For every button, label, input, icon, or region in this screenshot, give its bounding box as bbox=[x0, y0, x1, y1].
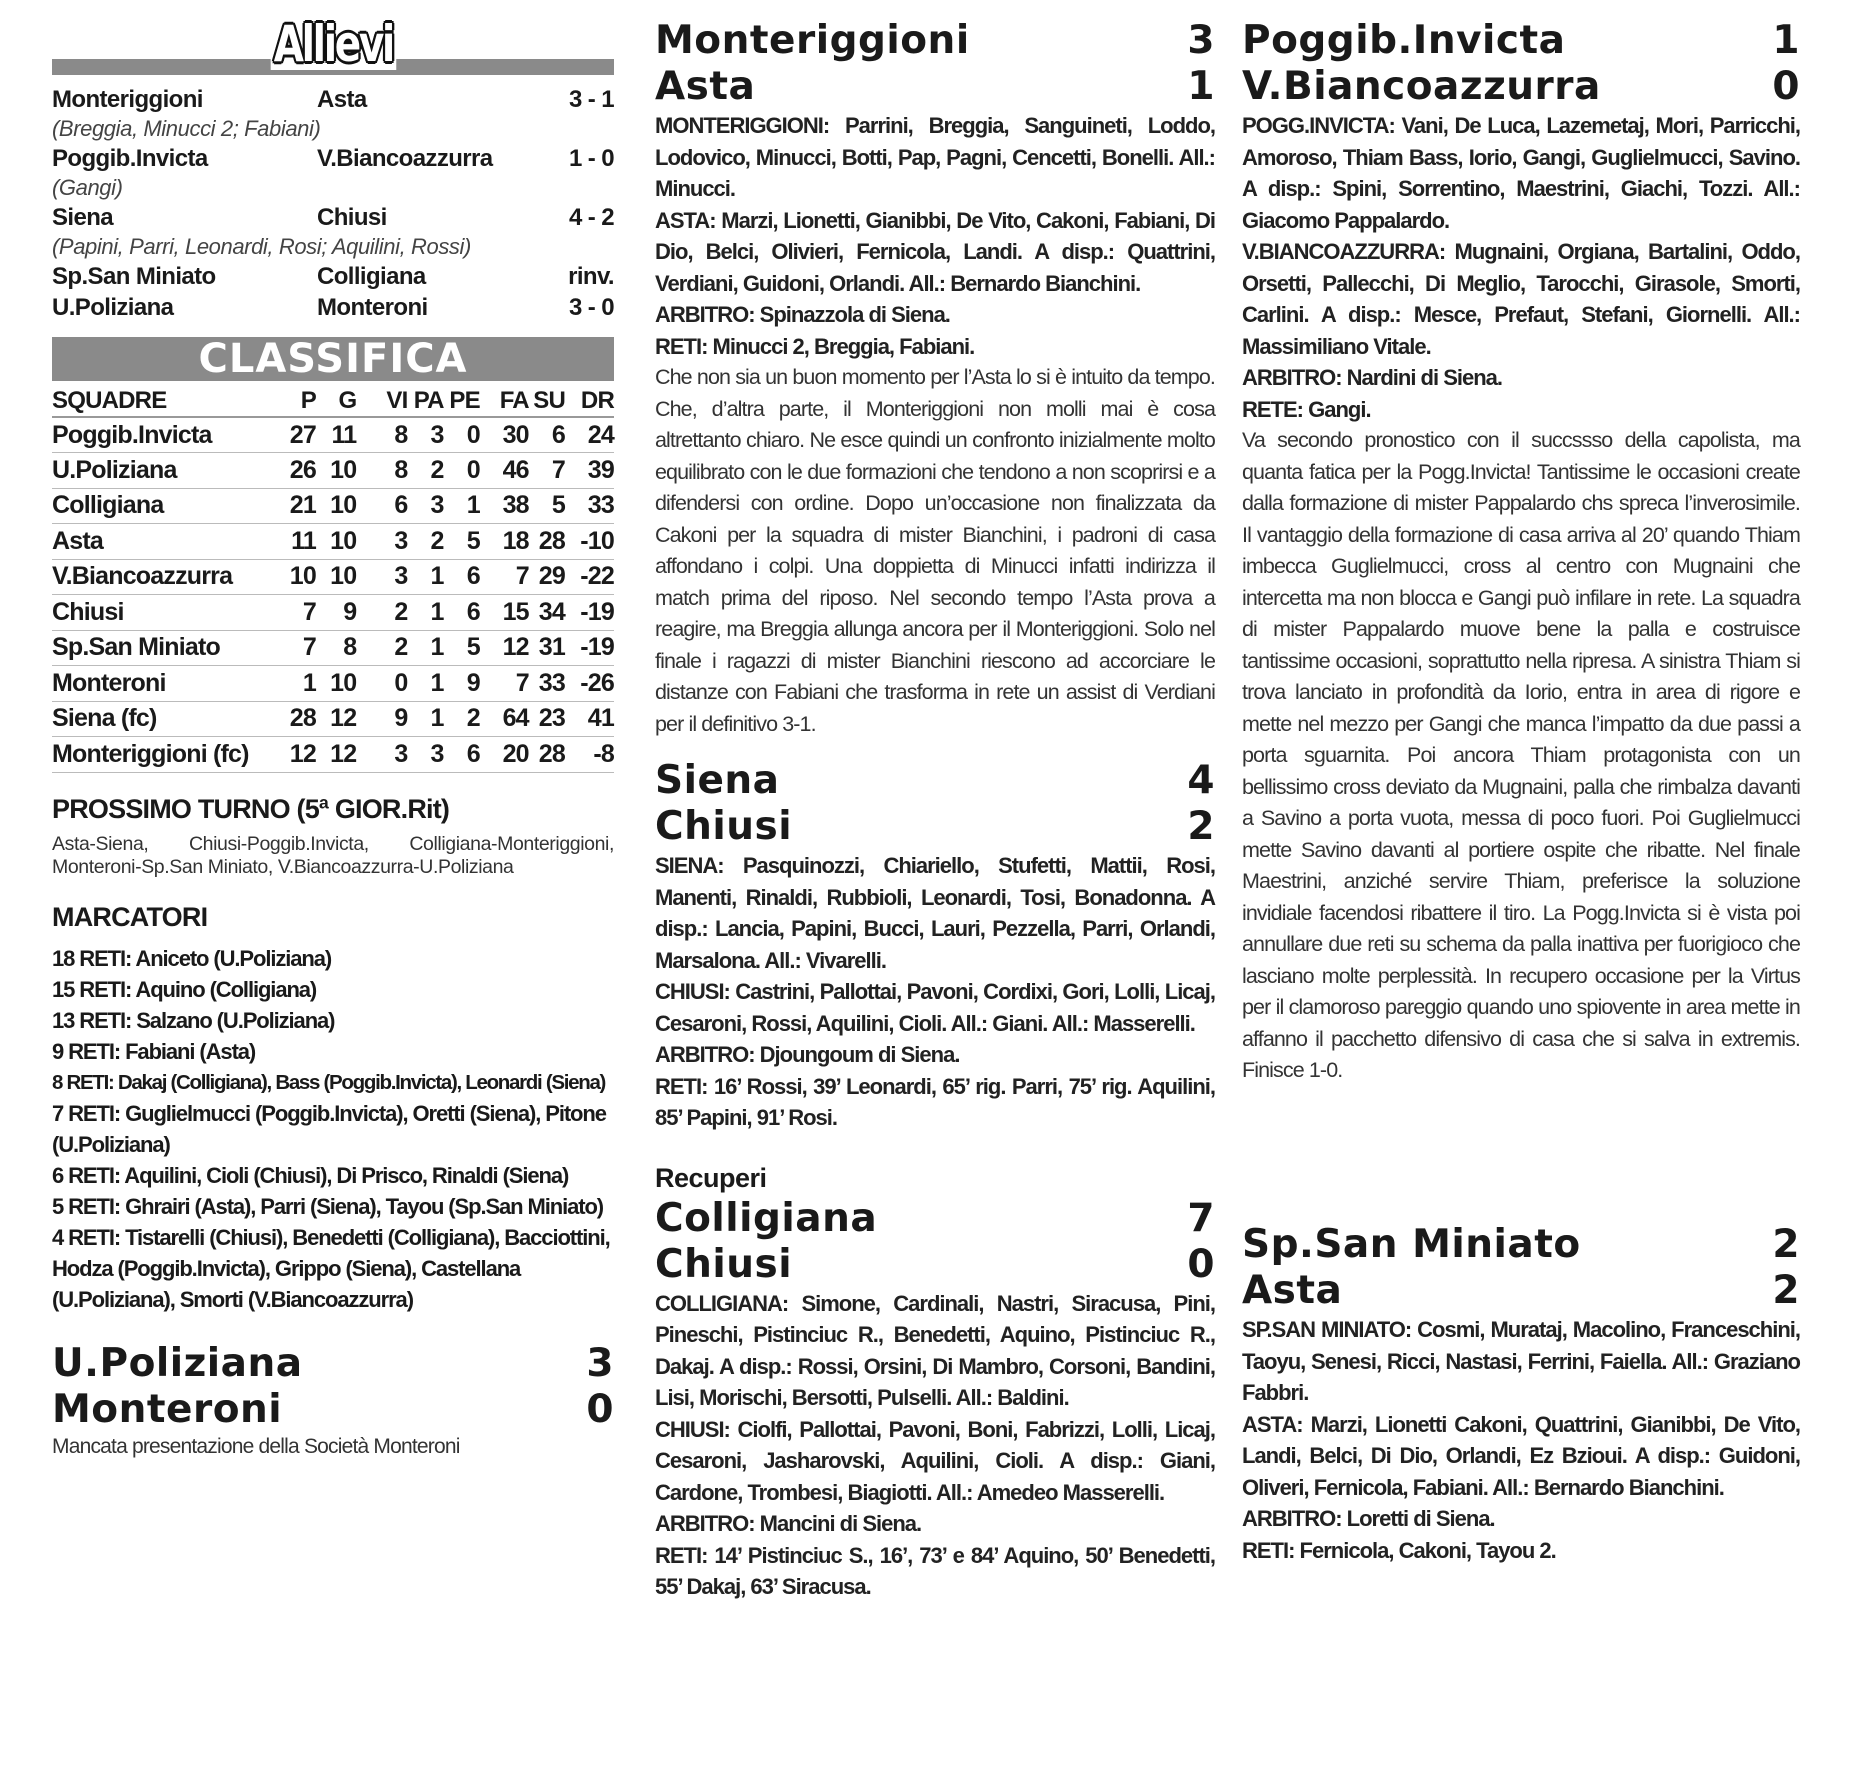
home-team: Sp.San Miniato bbox=[1242, 1222, 1581, 1267]
home-team: U.Poliziana bbox=[52, 1340, 303, 1386]
lineup-away: CHIUSI: Ciolfi, Pallottai, Pavoni, Boni, Fabrizzi, Lolli, Licaj, Cesaroni, Jasharovski, Aquilini, Cioli. A disp.: Giani, Cardone, Trombesi, Biagiotti. All.: Amedeo Masserelli. bbox=[655, 1416, 1215, 1505]
cell: 1 bbox=[407, 630, 443, 666]
match-siena bbox=[655, 758, 1215, 1134]
cell: 7 bbox=[529, 453, 565, 489]
column-header: P bbox=[280, 385, 316, 417]
cell: 7 bbox=[280, 630, 316, 666]
result-row bbox=[52, 143, 614, 174]
marcatori-list bbox=[52, 943, 614, 1315]
table-row bbox=[52, 701, 614, 737]
recuperi-title: Recuperi bbox=[655, 1162, 767, 1193]
allievi-title: Allievi bbox=[270, 18, 395, 70]
cell: 23 bbox=[529, 701, 565, 737]
team-cell: Poggib.Invicta bbox=[52, 417, 280, 453]
cell: 34 bbox=[529, 595, 565, 631]
table-row bbox=[52, 630, 614, 666]
home-score: 4 bbox=[1187, 758, 1215, 803]
lineup-away: V.BIANCOAZZURRA: Mugnaini, Orgiana, Bartalini, Oddo, Orsetti, Pallecchi, Di Meglio, Tarocchi, Girasole, Smorti, Carlini. A disp.: Mesce, Prefaut, Stefani, Giornelli. All.: Massimiliano Vitale. bbox=[1242, 239, 1800, 359]
match-away-row bbox=[655, 804, 1215, 850]
away-team: Asta bbox=[1242, 1268, 1343, 1313]
results-list bbox=[52, 84, 614, 323]
home-team: U.Poliziana bbox=[52, 294, 174, 321]
cell: 10 bbox=[316, 453, 356, 489]
cell: 20 bbox=[480, 737, 529, 773]
cell: 28 bbox=[529, 524, 565, 560]
cell: 15 bbox=[480, 595, 529, 631]
allievi-header bbox=[52, 15, 614, 78]
match-away-row bbox=[655, 64, 1215, 110]
match-home-row bbox=[655, 758, 1215, 804]
cell: 29 bbox=[529, 559, 565, 595]
column-header: VI bbox=[356, 385, 407, 417]
cell: 9 bbox=[444, 666, 480, 702]
lineup-home: POGG.INVICTA: Vani, De Luca, Lazemetaj, Mori, Parricchi, Amoroso, Thiam Bass, Iorio, Gangi, Guglielmucci, Savino. A disp.: Spini, Sorrentino, Maestrini, Giachi, Tozzi. All.: Giacomo Pappalardo. bbox=[1242, 113, 1800, 233]
column-header: FA bbox=[480, 385, 529, 417]
team-cell: Monteriggioni (fc) bbox=[52, 737, 280, 773]
cell: 12 bbox=[480, 630, 529, 666]
match-sanminiato bbox=[1242, 1222, 1800, 1566]
match-home-row bbox=[1242, 18, 1800, 64]
lineup-home: SIENA: Pasquinozzi, Chiariello, Stufetti, Mattii, Rosi, Manenti, Rinaldi, Rubbioli, Leonardi, Tosi, Bonadonna. A disp.: Lancia, Papini, Bucci, Lauri, Pezzella, Parri, Orlandi, Marsalona. All.: Vivarelli. bbox=[655, 853, 1215, 973]
cell: 38 bbox=[480, 488, 529, 524]
team-cell: V.Biancoazzurra bbox=[52, 559, 280, 595]
match-away-row bbox=[655, 1242, 1215, 1288]
cell: 11 bbox=[316, 417, 356, 453]
cell: 28 bbox=[280, 701, 316, 737]
cell: 9 bbox=[316, 595, 356, 631]
column-header: DR bbox=[565, 385, 614, 417]
column-header: PA bbox=[407, 385, 443, 417]
cell: 12 bbox=[280, 737, 316, 773]
cell: 1 bbox=[407, 559, 443, 595]
middle-column bbox=[655, 18, 1215, 1603]
away-team: Colligiana bbox=[317, 263, 426, 290]
list-item: 6 RETI: Aquilini, Cioli (Chiusi), Di Prisco, Rinaldi (Siena) bbox=[52, 1162, 569, 1188]
cell: 10 bbox=[316, 666, 356, 702]
lineup-away: ASTA: Marzi, Lionetti, Gianibbi, De Vito, Cakoni, Fabiani, Di Dio, Belci, Olivieri, Fernicola, Landi. A disp.: Quattrini, Verdiani, Guidoni, Orlandi. All.: Bernardo Bianchini. bbox=[655, 207, 1215, 296]
match-note: Mancata presentazione della Società Monteroni bbox=[52, 1434, 460, 1458]
cell: 31 bbox=[529, 630, 565, 666]
cell: 1 bbox=[280, 666, 316, 702]
cell: 9 bbox=[356, 701, 407, 737]
home-team: Sp.San Miniato bbox=[52, 263, 216, 290]
classifica-title: CLASSIFICA bbox=[52, 337, 614, 381]
list-item: 9 RETI: Fabiani (Asta) bbox=[52, 1038, 256, 1064]
table-row bbox=[52, 488, 614, 524]
cell: 33 bbox=[565, 488, 614, 524]
lineup-away: ASTA: Marzi, Lionetti Cakoni, Quattrini, Gianibbi, De Vito, Landi, Belci, Di Dio, Orlandi, Ez Bzioui. A disp.: Guidoni, Oliveri, Fernicola, Fabiani. All.: Bernardo Bianchini. bbox=[1242, 1411, 1800, 1500]
goals: RETE: Gangi. bbox=[1242, 396, 1371, 422]
home-team: Poggib.Invicta bbox=[52, 145, 208, 172]
goals: RETI: 14’ Pistinciuc S., 16’, 73’ e 84’ Aquino, 50’ Benedetti, 55’ Dakaj, 63’ Siracusa. bbox=[655, 1542, 1215, 1599]
cell: 27 bbox=[280, 417, 316, 453]
team-cell: Sp.San Miniato bbox=[52, 630, 280, 666]
standings-body bbox=[52, 417, 614, 772]
team-cell: U.Poliziana bbox=[52, 453, 280, 489]
away-team: Chiusi bbox=[655, 804, 793, 849]
team-cell: Monteroni bbox=[52, 666, 280, 702]
cell: 26 bbox=[280, 453, 316, 489]
prossimo-turno-text: Asta-Siena, Chiusi-Poggib.Invicta, Colligiana-Monteriggioni, Monteroni-Sp.San Miniato, V.Biancoazzurra-U.Poliziana bbox=[52, 832, 614, 878]
cell: 1 bbox=[407, 595, 443, 631]
cell: 3 bbox=[407, 417, 443, 453]
team-cell: Chiusi bbox=[52, 595, 280, 631]
right-column bbox=[1242, 18, 1800, 1563]
cell: 1 bbox=[444, 488, 480, 524]
home-score: 3 bbox=[586, 1340, 614, 1386]
score: 3 - 0 bbox=[568, 294, 614, 321]
away-score: 2 bbox=[1772, 1268, 1800, 1313]
home-score: 3 bbox=[1187, 18, 1215, 63]
away-team: Asta bbox=[317, 86, 367, 113]
cell: 6 bbox=[444, 595, 480, 631]
lineup-away: CHIUSI: Castrini, Pallottai, Pavoni, Cordixi, Gori, Lolli, Licaj, Cesaroni, Rossi, Aquilini, Cioli. All.: Giani. All.: Masserelli. bbox=[655, 979, 1215, 1036]
home-team: Monteriggioni bbox=[655, 18, 970, 63]
column-header: G bbox=[316, 385, 356, 417]
cell: 6 bbox=[529, 417, 565, 453]
cell: 0 bbox=[444, 453, 480, 489]
score: rinv. bbox=[568, 263, 614, 290]
match-home-row bbox=[52, 1341, 614, 1387]
away-team: Chiusi bbox=[655, 1241, 793, 1287]
result-row bbox=[52, 84, 614, 115]
cell: 2 bbox=[407, 453, 443, 489]
cell: 3 bbox=[407, 737, 443, 773]
match-home-row bbox=[1242, 1222, 1800, 1268]
away-team: Chiusi bbox=[317, 204, 387, 231]
cell: -8 bbox=[565, 737, 614, 773]
list-item: 7 RETI: Guglielmucci (Poggib.Invicta), Oretti (Siena), Pitone (U.Poliziana) bbox=[52, 1100, 606, 1157]
left-column bbox=[52, 15, 614, 1461]
cell: 10 bbox=[316, 488, 356, 524]
lineup-home: MONTERIGGIONI: Parrini, Breggia, Sanguineti, Loddo, Lodovico, Minucci, Botti, Pap, Pagni, Cencetti, Bonelli. All.: Minucci. bbox=[655, 113, 1215, 201]
cell: 5 bbox=[444, 524, 480, 560]
cell: -19 bbox=[565, 630, 614, 666]
cell: 12 bbox=[316, 737, 356, 773]
cell: 10 bbox=[316, 559, 356, 595]
goals: RETI: Fernicola, Cakoni, Tayou 2. bbox=[1242, 1537, 1556, 1563]
away-team: Monteroni bbox=[52, 1386, 283, 1432]
cell: 18 bbox=[480, 524, 529, 560]
team-cell: Colligiana bbox=[52, 488, 280, 524]
score: 4 - 2 bbox=[568, 204, 614, 231]
standings-header-row bbox=[52, 385, 614, 417]
table-row bbox=[52, 524, 614, 560]
table-row bbox=[52, 595, 614, 631]
team-cell: Asta bbox=[52, 524, 280, 560]
home-team: Siena bbox=[52, 204, 114, 231]
list-item: 15 RETI: Aquino (Colligiana) bbox=[52, 976, 317, 1002]
prossimo-turno-title: PROSSIMO TURNO (5ª GIOR.Rit) bbox=[52, 793, 450, 824]
cell: 3 bbox=[407, 488, 443, 524]
cell: 7 bbox=[280, 595, 316, 631]
away-team: Asta bbox=[655, 64, 756, 109]
cell: -26 bbox=[565, 666, 614, 702]
match-poggibonsi bbox=[1242, 18, 1800, 1087]
column-header: SU bbox=[529, 385, 565, 417]
lineup-home: COLLIGIANA: Simone, Cardinali, Nastri, Siracusa, Pini, Pineschi, Pistinciuc R., Benedetti, Aquino, Pistinciuc R., Dakaj. A disp.: Rossi, Orsini, Di Mambro, Corsoni, Bandini, Lisi, Morischi, Bersotti, Pulselli. All.: Baldini. bbox=[655, 1290, 1215, 1410]
cell: 41 bbox=[565, 701, 614, 737]
scorers: (Breggia, Minucci 2; Fabiani) bbox=[52, 116, 321, 141]
cell: 30 bbox=[480, 417, 529, 453]
away-score: 0 bbox=[1187, 1241, 1215, 1287]
cell: 5 bbox=[444, 630, 480, 666]
cell: 8 bbox=[356, 417, 407, 453]
home-team: Colligiana bbox=[655, 1195, 878, 1241]
cell: -22 bbox=[565, 559, 614, 595]
cell: 10 bbox=[280, 559, 316, 595]
cell: 3 bbox=[356, 524, 407, 560]
lineup-home: SP.SAN MINIATO: Cosmi, Murataj, Macolino, Franceschini, Taoyu, Senesi, Ricci, Nastasi, Ferrini, Faiella. All.: Graziano Fabbri. bbox=[1242, 1317, 1800, 1405]
referee: ARBITRO: Djoungoum di Siena. bbox=[655, 1042, 960, 1067]
cell: 2 bbox=[444, 701, 480, 737]
cell: 0 bbox=[356, 666, 407, 702]
list-item: 5 RETI: Ghrairi (Asta), Parri (Siena), Tayou (Sp.San Miniato) bbox=[52, 1193, 604, 1219]
cell: 2 bbox=[356, 630, 407, 666]
home-score: 7 bbox=[1187, 1195, 1215, 1241]
team-cell: Siena (fc) bbox=[52, 701, 280, 737]
cell: 0 bbox=[444, 417, 480, 453]
match-report: Va secondo pronostico con il succssso della capolista, ma quanta fatica per la Pogg.Invicta! Tantissime le occasioni create dalla formazione di mister Pappalardo chs spreca l’inverosimile. Il vantaggio della formazione di casa arriva al 20’ quando Thiam imbecca Guglielmucci, cross al centro con Mugnaini che intercetta ma non blocca e Gangi può infilare in rete. La squadra di mister Pappalardo muove bene la palla e costruisce tantissime occasioni, soprattutto nella ripresa. A sinistra Thiam si trova lanciato in profondità da Iorio, entra in area di rigore e mette nel mezzo per Gangi che manca l’impatto da due passi a porta sguarnita. Poi ancora Thiam protagonista con un bellissimo cross deviato da Mugnaini, palla che rimbalza davanti a Savino a porta vuota, messa di poco fuori. Poi Guglielmucci mette Savino davanti al portiere ospite che ribatte. Nel finale Maestrini, anziché servire Thiam, preferisce la soluzione invidiale facendosi ribattere il tiro. La Pogg.Invicta si è vista poi annullare due reti su schema da palla inattiva per fuorigioco che lasciano molte perplessità. In recupero occasione per la Virtus per il clamoroso pareggio quando uno spiovente in area mette in affanno il pacchetto difensivo di casa che si salva in extremis. Finisce 1-0. bbox=[1242, 428, 1800, 1082]
match-colligiana bbox=[655, 1196, 1215, 1603]
scorers: (Gangi) bbox=[52, 175, 123, 200]
cell: 33 bbox=[529, 666, 565, 702]
list-item: 4 RETI: Tistarelli (Chiusi), Benedetti (Colligiana), Bacciottini, Hodza (Poggib.Invicta), Grippo (Siena), Castellana (U.Poliziana), Smorti (V.Biancoazzurra) bbox=[52, 1224, 610, 1312]
goals: RETI: Minucci 2, Breggia, Fabiani. bbox=[655, 333, 975, 359]
list-item: 8 RETI: Dakaj (Colligiana), Bass (Poggib.Invicta), Leonardi (Siena) bbox=[52, 1070, 606, 1094]
cell: 28 bbox=[529, 737, 565, 773]
home-score: 2 bbox=[1772, 1222, 1800, 1267]
table-row bbox=[52, 737, 614, 773]
score: 1 - 0 bbox=[568, 145, 614, 172]
cell: 2 bbox=[356, 595, 407, 631]
list-item: 13 RETI: Salzano (U.Poliziana) bbox=[52, 1007, 335, 1033]
cell: 6 bbox=[356, 488, 407, 524]
table-row bbox=[52, 417, 614, 453]
standings-table bbox=[52, 385, 614, 773]
away-team: Monteroni bbox=[317, 294, 428, 321]
cell: 8 bbox=[316, 630, 356, 666]
marcatori-title: MARCATORI bbox=[52, 901, 208, 932]
cell: 1 bbox=[407, 666, 443, 702]
cell: 7 bbox=[480, 666, 529, 702]
cell: 21 bbox=[280, 488, 316, 524]
away-score: 1 bbox=[1187, 64, 1215, 109]
match-monteriggioni bbox=[655, 18, 1215, 740]
result-row bbox=[52, 202, 614, 233]
column-header: SQUADRE bbox=[52, 385, 280, 417]
goals: RETI: 16’ Rossi, 39’ Leonardi, 65’ rig. Parri, 75’ rig. Aquilini, 85’ Papini, 91’ Rosi. bbox=[655, 1073, 1215, 1130]
cell: 64 bbox=[480, 701, 529, 737]
cell: 6 bbox=[444, 559, 480, 595]
result-row bbox=[52, 292, 614, 323]
away-team: V.Biancoazzurra bbox=[317, 145, 493, 172]
column-header: PE bbox=[444, 385, 480, 417]
match-away-row bbox=[1242, 1268, 1800, 1314]
match-away-row bbox=[52, 1387, 614, 1433]
cell: 39 bbox=[565, 453, 614, 489]
match-home-row bbox=[655, 1196, 1215, 1242]
referee: ARBITRO: Mancini di Siena. bbox=[655, 1511, 922, 1536]
home-team: Siena bbox=[655, 758, 780, 803]
referee: ARBITRO: Nardini di Siena. bbox=[1242, 365, 1503, 390]
score: 3 - 1 bbox=[568, 86, 614, 113]
cell: 2 bbox=[407, 524, 443, 560]
cell: 8 bbox=[356, 453, 407, 489]
cell: 12 bbox=[316, 701, 356, 737]
match-poliziana bbox=[52, 1341, 614, 1461]
cell: 3 bbox=[356, 559, 407, 595]
match-report: Che non sia un buon momento per l’Asta lo si è intuito da tempo. Che, d’altra parte, il Monteriggioni non molli mai è cosa altrettanto chiaro. Ne esce quindi un confronto inizialmente molto equilibrato con le due formazioni che tendono a non scoprirsi e a difendersi con ordine. Dopo un’occasione non finalizzata da Cakoni per la squadra di mister Bianchini, i padroni di casa affondano i colpi. Una doppietta di Minucci infatti indirizza il match prima del riposo. Nel secondo tempo l’Asta prova a reagire, ma Breggia allunga ancora per il Monteriggioni. Solo nel finale i ragazzi di mister Bianchini riescono ad accorciare le distanze con Fabiani che trasforma in rete un assist di Verdiani per il definitivo 3-1. bbox=[655, 365, 1215, 736]
cell: -19 bbox=[565, 595, 614, 631]
cell: 5 bbox=[529, 488, 565, 524]
away-score: 0 bbox=[586, 1386, 614, 1432]
referee: ARBITRO: Spinazzola di Siena. bbox=[655, 302, 950, 327]
table-row bbox=[52, 666, 614, 702]
table-row bbox=[52, 559, 614, 595]
result-row bbox=[52, 261, 614, 292]
home-team: Monteriggioni bbox=[52, 86, 203, 113]
list-item: 18 RETI: Aniceto (U.Poliziana) bbox=[52, 945, 332, 971]
home-score: 1 bbox=[1772, 18, 1800, 63]
scorers: (Papini, Parri, Leonardi, Rosi; Aquilini, Rossi) bbox=[52, 234, 471, 259]
match-away-row bbox=[1242, 64, 1800, 110]
away-score: 2 bbox=[1187, 804, 1215, 849]
cell: 7 bbox=[480, 559, 529, 595]
cell: 1 bbox=[407, 701, 443, 737]
away-score: 0 bbox=[1772, 64, 1800, 109]
match-home-row bbox=[655, 18, 1215, 64]
cell: 3 bbox=[356, 737, 407, 773]
cell: 46 bbox=[480, 453, 529, 489]
cell: 6 bbox=[444, 737, 480, 773]
table-row bbox=[52, 453, 614, 489]
away-team: V.Biancoazzurra bbox=[1242, 64, 1601, 109]
cell: -10 bbox=[565, 524, 614, 560]
cell: 11 bbox=[280, 524, 316, 560]
referee: ARBITRO: Loretti di Siena. bbox=[1242, 1506, 1495, 1531]
home-team: Poggib.Invicta bbox=[1242, 18, 1566, 63]
cell: 10 bbox=[316, 524, 356, 560]
cell: 24 bbox=[565, 417, 614, 453]
